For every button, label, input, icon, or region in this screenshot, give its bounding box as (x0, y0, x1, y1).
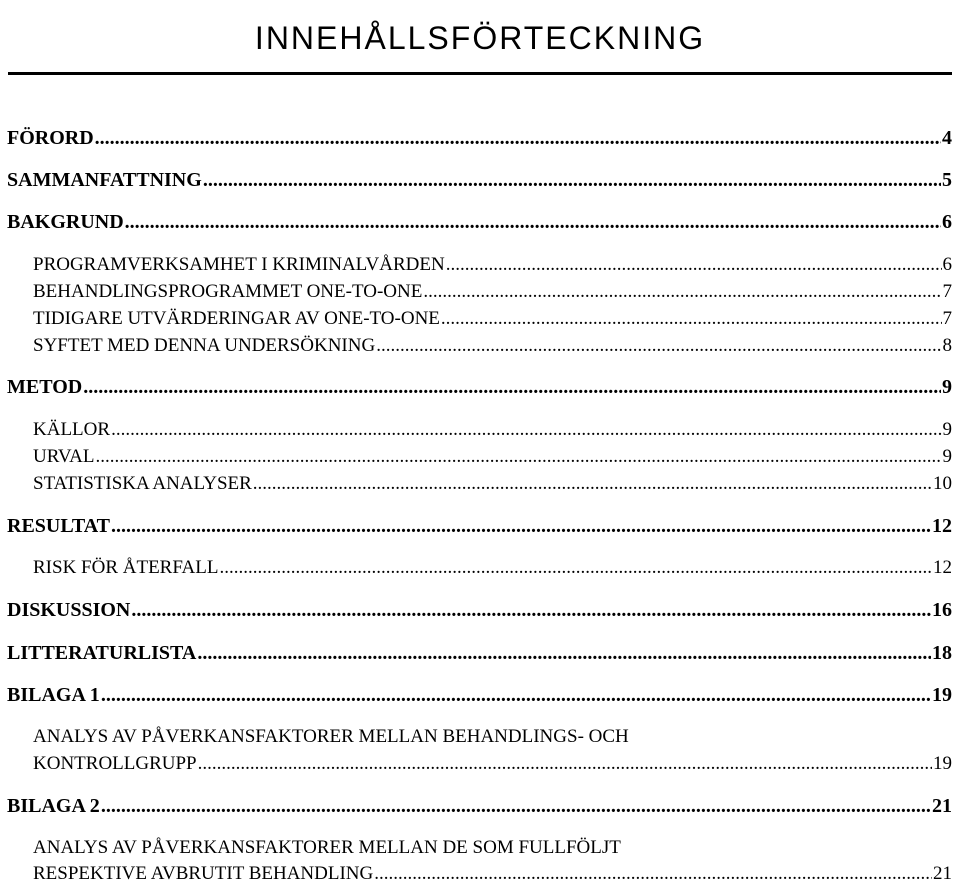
toc-entry-behandlingsprogrammet[interactable] (33, 280, 952, 304)
toc-entry-page: 6 (942, 211, 952, 233)
toc-entry-syftet[interactable] (33, 334, 952, 358)
toc-entry-label: URVAL (33, 446, 95, 467)
toc-entry-label: RESPEKTIVE AVBRUTIT BEHANDLING (33, 863, 374, 884)
dot-leader (374, 862, 932, 886)
toc-entry-page: 12 (932, 515, 952, 537)
dot-leader (253, 472, 932, 496)
toc-entry-resultat[interactable] (7, 514, 952, 538)
dot-leader (95, 126, 941, 150)
toc-entry-label: BAKGRUND (7, 211, 124, 233)
dot-leader (197, 641, 931, 665)
toc-entry-page: 8 (942, 335, 952, 356)
toc-entry-label: RESULTAT (7, 515, 111, 537)
toc-entry-label: TIDIGARE UTVÄRDERINGAR AV ONE-TO-ONE (33, 308, 440, 329)
dot-leader (203, 168, 941, 192)
toc-entry-kallor[interactable] (33, 418, 952, 442)
toc-entry-label: STATISTISKA ANALYSER (33, 473, 252, 494)
toc-entry-statistiska-analyser[interactable] (33, 472, 952, 496)
toc-entry-sammanfattning[interactable] (7, 168, 952, 192)
dot-leader (423, 280, 941, 304)
toc-entry-label-line1: ANALYS AV PÅVERKANSFAKTORER MELLAN DE SOM FULLFÖLJT (33, 837, 621, 858)
dot-leader (111, 418, 941, 442)
toc-entry-label: KONTROLLGRUPP (33, 753, 197, 774)
dot-leader (198, 752, 932, 776)
dot-leader (376, 334, 941, 358)
toc-entry-page: 10 (933, 473, 952, 494)
toc-entry-page: 19 (933, 753, 952, 774)
toc-entry-label: BILAGA 1 (7, 684, 100, 706)
dot-leader (131, 598, 931, 622)
dot-leader (219, 556, 932, 580)
toc-entry-label: PROGRAMVERKSAMHET I KRIMINALVÅRDEN (33, 254, 445, 275)
toc-entry-label: LITTERATURLISTA (7, 642, 197, 664)
toc-entry-page: 12 (933, 557, 952, 578)
toc-entry-page: 6 (942, 254, 952, 275)
toc-entry-fororord[interactable] (7, 126, 952, 150)
toc-entry-page: 16 (932, 599, 952, 621)
toc-entry-urval[interactable] (33, 445, 952, 469)
toc-entry-analys-fullfoljt-avbrutit[interactable] (33, 862, 952, 886)
toc-entry-label: BILAGA 2 (7, 795, 100, 817)
toc-entry-page: 21 (932, 795, 952, 817)
toc-entry-litteraturlista[interactable] (7, 641, 952, 665)
toc-entry-page: 9 (942, 376, 952, 398)
toc-entry-label: METOD (7, 376, 83, 398)
toc-entry-page: 18 (932, 642, 952, 664)
toc-entry-page: 9 (942, 419, 952, 440)
toc-entry-diskussion[interactable] (7, 598, 952, 622)
toc-entry-page: 7 (942, 281, 952, 302)
toc-entry-label: SYFTET MED DENNA UNDERSÖKNING (33, 335, 376, 356)
toc-entry-risk-for-aterfall[interactable] (33, 556, 952, 580)
toc-entry-label: KÄLLOR (33, 419, 111, 440)
dot-leader (111, 514, 931, 538)
toc-entry-label: SAMMANFATTNING (7, 169, 202, 191)
toc-entry-bilaga-2[interactable] (7, 794, 952, 818)
dot-leader (101, 683, 931, 707)
toc-entry-page: 7 (942, 308, 952, 329)
toc-entry-page: 19 (932, 684, 952, 706)
toc-entry-analys-behandlings-kontroll[interactable] (33, 752, 952, 776)
toc-entry-programverksamhet[interactable] (33, 253, 952, 277)
dot-leader (446, 253, 942, 277)
toc-entry-page: 9 (942, 446, 952, 467)
toc-entry-page: 21 (933, 863, 952, 884)
toc-entry-metod[interactable] (7, 375, 952, 399)
dot-leader (95, 445, 941, 469)
dot-leader (101, 794, 931, 818)
toc-entry-page: 5 (942, 169, 952, 191)
toc-entry-page: 4 (942, 127, 952, 149)
dot-leader (83, 375, 941, 399)
page-title: INNEHÅLLSFÖRTECKNING (254, 20, 706, 56)
dot-leader (441, 307, 942, 331)
toc-entry-bakgrund[interactable] (7, 210, 952, 234)
toc-entry-tidigare-utvarderingar[interactable] (33, 307, 952, 331)
toc-entry-label: RISK FÖR ÅTERFALL (33, 557, 219, 578)
toc-entry-label: DISKUSSION (7, 599, 131, 621)
toc-entry-bilaga-1[interactable] (7, 683, 952, 707)
toc-entry-label-line1: ANALYS AV PÅVERKANSFAKTORER MELLAN BEHANDLINGS- OCH (33, 726, 629, 747)
toc-entry-label: BEHANDLINGSPROGRAMMET ONE-TO-ONE (33, 281, 423, 302)
toc-entry-label: FÖRORD (7, 127, 94, 149)
dot-leader (125, 210, 941, 234)
